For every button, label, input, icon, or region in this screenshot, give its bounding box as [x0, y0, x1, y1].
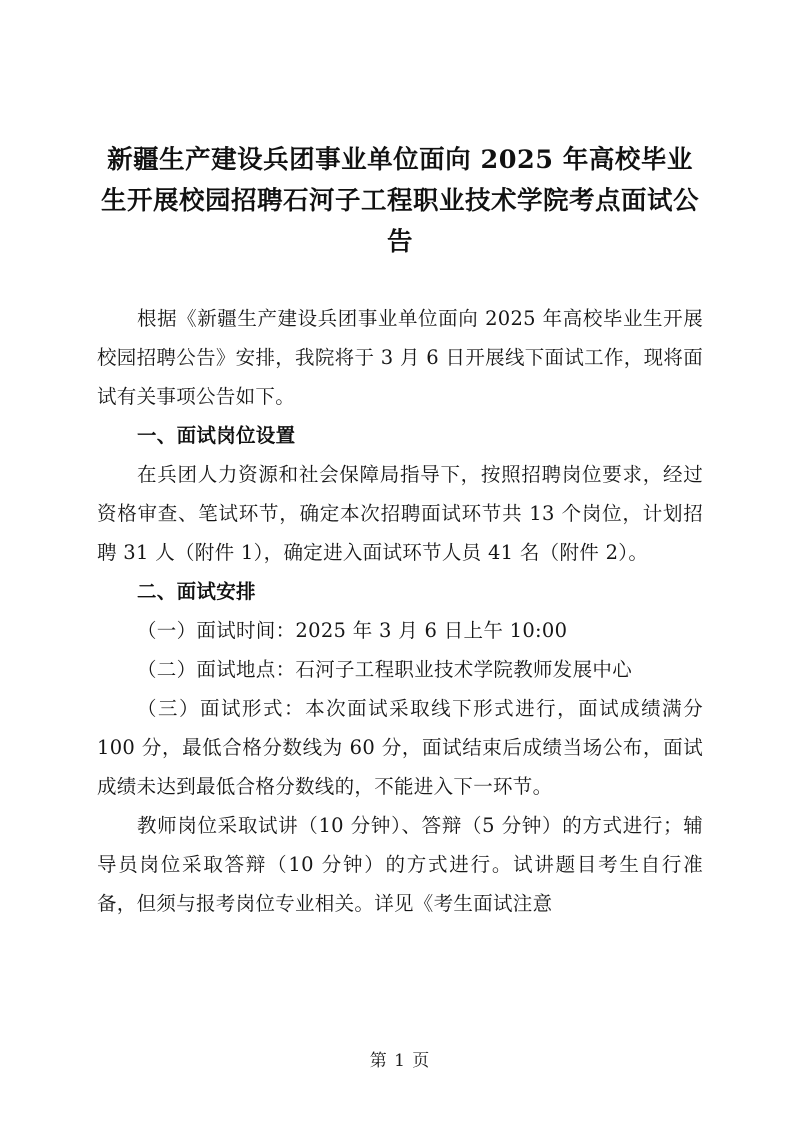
section-heading-one: 一、面试岗位设置 [137, 424, 296, 447]
page-title: 新疆生产建设兵团事业单位面向 2025 年高校毕业生开展校园招聘石河子工程职业技术学院考点面试公告 [100, 145, 699, 257]
document-body [97, 140, 703, 923]
interview-place-label: （二）面试地点： [137, 658, 296, 681]
interview-place-value: 石河子工程职业技术学院教师发展中心 [295, 658, 633, 681]
interview-format-item [97, 689, 703, 806]
interview-time-item [97, 611, 703, 650]
interview-time-label: （一）面试时间： [137, 619, 296, 642]
intro-paragraph: 根据《新疆生产建设兵团事业单位面向 2025 年高校毕业生开展校园招聘公告》安排，我院将于 3 月 6 日开展线下面试工作，现将面试有关事项公告如下。 [97, 307, 703, 408]
section-two-closing: 教师岗位采取试讲（10 分钟）、答辩（5 分钟）的方式进行；辅导员岗位采取答辩（10 分钟）的方式进行。试讲题目考生自行准备，但须与报考岗位专业相关。详见《考生面试注意 [97, 814, 703, 915]
interview-format-label: （三）面试形式： [137, 697, 306, 720]
interview-place-item [97, 650, 703, 689]
section-heading-two: 二、面试安排 [137, 580, 256, 603]
interview-time-value: 2025 年 3 月 6 日上午 10:00 [295, 619, 568, 642]
page-footer: 第 1 页 [369, 1051, 431, 1071]
section-one-body: 在兵团人力资源和社会保障局指导下，按照招聘岗位要求，经过资格审查、笔试环节，确定本次招聘面试环节共 13 个岗位，计划招聘 31 人（附件 1），确定进入面试环节人员 41 名（附件 2）。 [97, 463, 703, 564]
interview-format-value: 本次面试采取线下形式进行，面试成绩满分 100 分，最低合格分数线为 60 分，面试结束后成绩当场公布，面试成绩未达到最低合格分数线的，不能进入下一环节。 [97, 697, 703, 798]
